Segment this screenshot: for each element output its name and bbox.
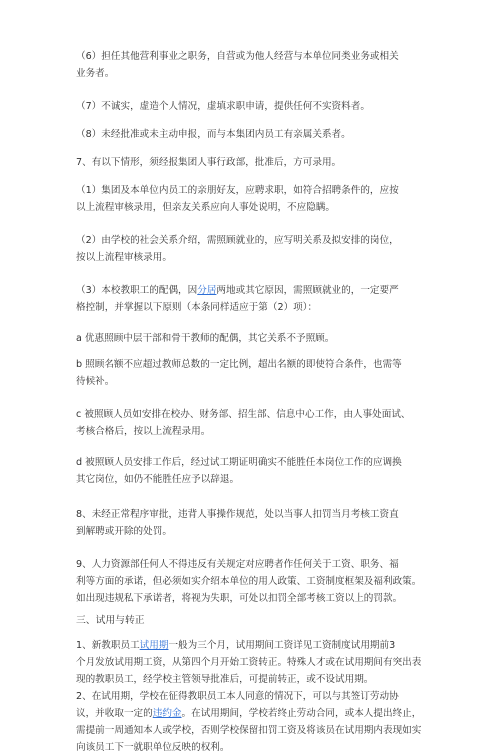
- text-run: c 被照顾人员如安排在校办、财务部、招生部、信息中心工作，由人事处面试、: [76, 409, 411, 420]
- text-line: [76, 356, 428, 373]
- text-line: [76, 98, 428, 115]
- text-line: [76, 654, 428, 671]
- paragraph: [76, 556, 428, 607]
- text-run: 7、有以下情形，须经报集团人事行政部，批准后，方可录用。: [76, 157, 342, 168]
- paragraph: [76, 330, 428, 347]
- text-run: 现的教职员工，经学校主管领导批准后，可提前转正，或不设试用期。: [76, 674, 374, 685]
- text-run: 个月发放试用期工资，从第四个月开始工资转正。特殊人才或在试用期间有突出表: [76, 657, 422, 668]
- text-run: 需提前一周通知本人或学校，否则学校保留扣罚工资及将该员在试用期内表现如实: [76, 725, 422, 736]
- text-run: d 被照顾人员安排工作后，经过试工期证明确实不能胜任本岗位工作的应调换: [76, 457, 402, 468]
- text-line: [76, 330, 428, 347]
- text-line: [76, 249, 428, 266]
- text-line: [76, 232, 428, 249]
- text-run: 按以上流程审核录用。: [76, 252, 172, 263]
- text-run: （1）集团及本单位内员工的亲朋好友，应聘求职，如符合招聘条件的，应按: [76, 185, 399, 196]
- text-line: [76, 705, 428, 722]
- paragraph: [76, 406, 428, 440]
- text-run: 1、新教职员工: [76, 640, 140, 651]
- paragraph: [76, 232, 428, 266]
- text-line: [76, 182, 428, 199]
- text-run: （8）未经批准或未主动申报，而与本集团内员工有亲属关系者。: [76, 129, 351, 140]
- text-run: 考核合格后，按以上流程录用。: [76, 426, 211, 437]
- text-line: [76, 65, 428, 82]
- paragraph: [76, 48, 428, 82]
- text-run: 2、在试用期，学校在征得教职员工本人同意的情况下，可以与其签订劳动协: [76, 691, 399, 702]
- text-line: [76, 423, 428, 440]
- text-line: [76, 199, 428, 216]
- text-line: [76, 282, 428, 299]
- text-run: 9、人力资源部任何人不得违反有关规定对应聘者作任何关于工资、职务、福: [76, 559, 399, 570]
- section-heading: [76, 612, 428, 629]
- paragraph: [76, 506, 428, 540]
- paragraph: [76, 282, 428, 316]
- text-run: 利等方面的承诺，但必须如实介绍本单位的用人政策、工资制度框架及福利政策。: [76, 576, 422, 587]
- text-run: 三、试用与转正: [76, 615, 145, 626]
- text-line: [76, 506, 428, 523]
- text-run: 待候补。: [76, 376, 115, 387]
- inline-link[interactable]: 违约金: [152, 708, 182, 719]
- paragraph: [76, 454, 428, 488]
- text-run: 向该员工下一就职单位反映的权利。: [76, 742, 230, 753]
- text-line: [76, 637, 428, 654]
- text-line: [76, 373, 428, 390]
- paragraph: [76, 98, 428, 115]
- text-run: 到解聘或开除的处罚。: [76, 526, 172, 537]
- text-run: 。在试用期间，学校若终止劳动合同，或本人提出终止，: [181, 708, 422, 719]
- text-line: [76, 556, 428, 573]
- text-run: （3）本校教职工的配偶，因: [76, 285, 198, 296]
- text-run: 如出现违规私下承诺者，将视为失职，可处以扣罚全部考核工资以上的罚款。: [76, 593, 403, 604]
- inline-link[interactable]: 试用期: [139, 640, 169, 651]
- text-line: [76, 126, 428, 143]
- text-line: [76, 688, 428, 705]
- text-run: （2）由学校的社会关系介绍，需照顾就业的，应写明关系及拟安排的岗位，: [76, 235, 399, 246]
- text-line: [76, 454, 428, 471]
- text-run: （7）不诚实，虚造个人情况，虚填求职申请，提供任何不实资料者。: [76, 101, 370, 112]
- text-run: b 照顾名额不应超过教师总数的一定比例，超出名额的即使符合条件，也需等: [76, 359, 402, 370]
- text-run: 业务者。: [76, 68, 115, 79]
- text-line: [76, 406, 428, 423]
- text-line: [76, 48, 428, 65]
- paragraph: [76, 154, 428, 171]
- text-line: [76, 299, 428, 316]
- paragraph: [76, 356, 428, 390]
- text-line: [76, 590, 428, 607]
- text-line: [76, 739, 428, 756]
- text-line: [76, 573, 428, 590]
- text-line: [76, 154, 428, 171]
- text-line: [76, 722, 428, 739]
- text-run: （6）担任其他营利事业之职务，自营或为他人经营与本单位同类业务或相关: [76, 51, 399, 62]
- paragraph: [76, 637, 428, 688]
- text-line: [76, 523, 428, 540]
- text-run: 两地或其它原因，需照顾就业的，一定要严: [216, 285, 399, 296]
- text-run: 一般为三个月，试用期间工资详见工资制度试用期前3: [168, 640, 396, 651]
- text-line: [76, 471, 428, 488]
- inline-link[interactable]: 分居: [197, 285, 217, 296]
- text-run: 其它岗位，如仍不能胜任应予以辞退。: [76, 474, 240, 485]
- text-run: 8、未经正常程序审批，违背人事操作规范，处以当事人扣罚当月考核工资直: [76, 509, 399, 520]
- text-line: [76, 671, 428, 688]
- text-run: 格控制，并掌握以下原则（本条同样适应于第（2）项）：: [76, 302, 318, 313]
- paragraph: [76, 688, 428, 756]
- text-run: 以上流程审核录用，但亲友关系应向人事处说明，不应隐瞒。: [76, 202, 336, 213]
- text-run: 议，并收取一定的: [76, 708, 153, 719]
- paragraph: [76, 126, 428, 143]
- text-run: a 优惠照顾中层干部和骨干教师的配偶，其它关系不予照顾。: [76, 333, 335, 344]
- text-line: [76, 612, 428, 629]
- paragraph: [76, 182, 428, 216]
